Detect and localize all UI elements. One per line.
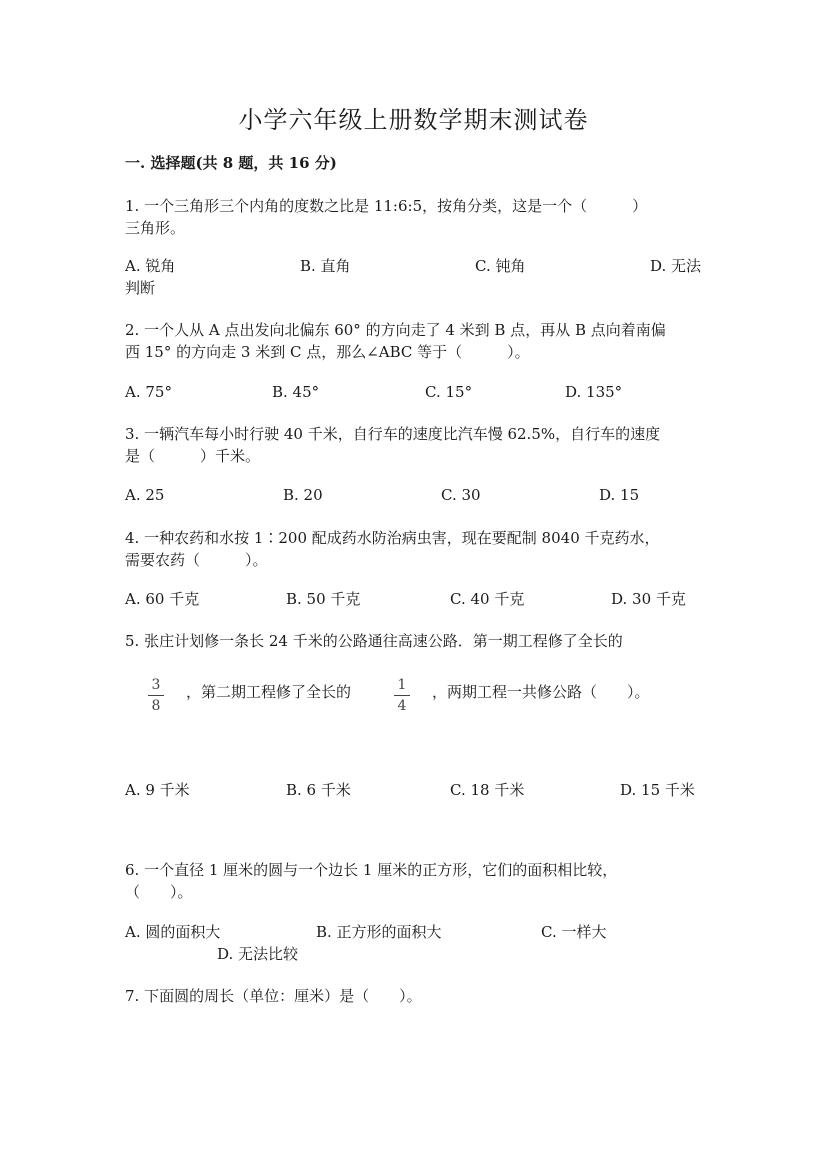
section-heading: 一. 选择题(共 8 题，共 16 分) (125, 154, 337, 172)
question-5-mid-text: ，第二期工程修了全长的 (186, 683, 352, 701)
question-3-option-c[interactable]: C. 30 (441, 486, 481, 504)
question-2-option-a[interactable]: A. 75° (125, 383, 172, 401)
question-5-option-d[interactable]: D. 15 千米 (620, 781, 695, 799)
question-4-option-d[interactable]: D. 30 千克 (611, 590, 686, 608)
question-2-option-d[interactable]: D. 135° (565, 383, 623, 401)
question-3-option-d[interactable]: D. 15 (599, 486, 640, 504)
question-5-option-a[interactable]: A. 9 千米 (125, 781, 190, 799)
question-6-option-d[interactable]: D. 无法比较 (217, 945, 299, 963)
question-6-option-b[interactable]: B. 正方形的面积大 (316, 923, 442, 941)
question-1-line-2: 三角形。 (125, 219, 186, 237)
fraction-numerator: 1 (397, 677, 407, 693)
question-5-fraction-2 (394, 677, 410, 714)
fraction-bar (394, 695, 410, 696)
question-1-option-a[interactable]: A. 锐角 (125, 257, 176, 275)
question-6-option-c[interactable]: C. 一样大 (541, 923, 607, 941)
question-4-option-c[interactable]: C. 40 千克 (450, 590, 525, 608)
question-2-line-2: 西 15° 的方向走 3 米到 C 点，那么∠ABC 等于（ ）。 (125, 343, 530, 361)
question-4-line-1: 4. 一种农药和水按 1∶200 配成药水防治病虫害，现在要配制 8040 千克药水， (125, 529, 660, 547)
question-7-line-1: 7. 下面圆的周长（单位：厘米）是（ ）。 (125, 987, 422, 1005)
question-2-line-1: 2. 一个人从 A 点出发向北偏东 60° 的方向走了 4 米到 B 点，再从 B 点向着南偏 (125, 321, 666, 339)
question-4-line-2: 需要农药（ ）。 (125, 551, 268, 569)
question-6-line-2: （ ）。 (125, 883, 193, 901)
question-5-option-b[interactable]: B. 6 千米 (286, 781, 351, 799)
question-5-option-c[interactable]: C. 18 千米 (450, 781, 525, 799)
question-3-line-1: 3. 一辆汽车每小时行驶 40 千米，自行车的速度比汽车慢 62.5%，自行车的速度 (125, 425, 661, 443)
fraction-denominator: 8 (151, 698, 161, 714)
question-2-option-b[interactable]: B. 45° (272, 383, 320, 401)
question-1-option-d[interactable]: D. 无法 (650, 257, 702, 275)
fraction-denominator: 4 (397, 698, 407, 714)
question-5-end-text: ，两期工程一共修公路（ ）。 (432, 683, 650, 701)
question-6-option-a[interactable]: A. 圆的面积大 (125, 923, 221, 941)
question-3-line-2: 是（ ）千米。 (125, 447, 261, 465)
question-1-option-d-wrap: 判断 (125, 279, 156, 297)
question-1-line-1: 1. 一个三角形三个内角的度数之比是 11:6:5，按角分类，这是一个（ ） (125, 197, 648, 215)
question-2-option-c[interactable]: C. 15° (425, 383, 473, 401)
page-title: 小学六年级上册数学期末测试卷 (238, 106, 589, 134)
question-6-line-1: 6. 一个直径 1 厘米的圆与一个边长 1 厘米的正方形，它们的面积相比较， (125, 861, 618, 879)
question-1-option-b[interactable]: B. 直角 (300, 257, 351, 275)
fraction-bar (148, 695, 164, 696)
question-4-option-b[interactable]: B. 50 千克 (286, 590, 361, 608)
question-1-option-c[interactable]: C. 钝角 (475, 257, 526, 275)
question-5-line-1: 5. 张庄计划修一条长 24 千米的公路通往高速公路．第一期工程修了全长的 (125, 632, 623, 650)
question-4-option-a[interactable]: A. 60 千克 (125, 590, 200, 608)
fraction-numerator: 3 (151, 677, 161, 693)
question-3-option-b[interactable]: B. 20 (283, 486, 323, 504)
question-3-option-a[interactable]: A. 25 (125, 486, 165, 504)
question-5-fraction-1 (148, 677, 164, 714)
